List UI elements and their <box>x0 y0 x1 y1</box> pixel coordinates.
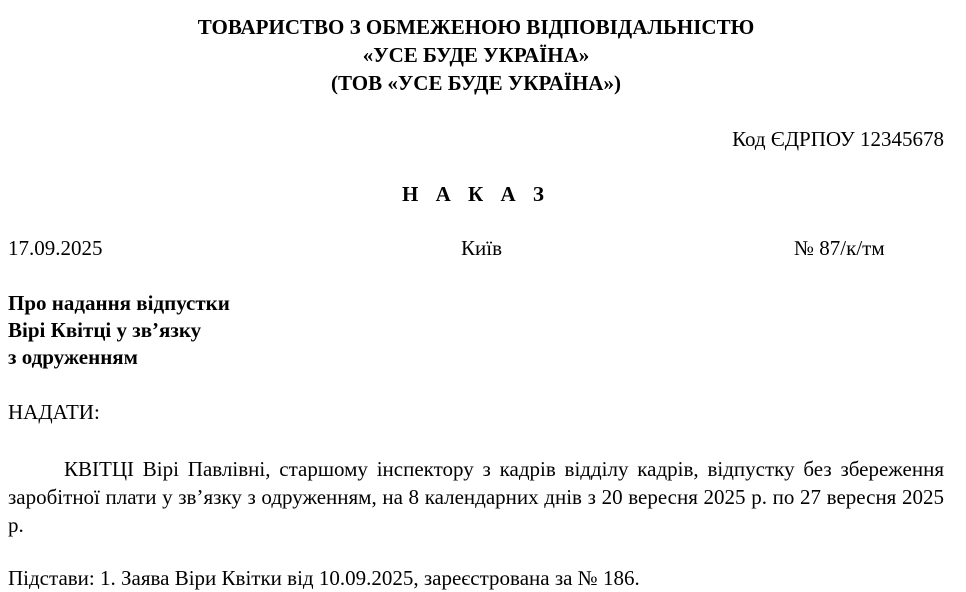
order-subject <box>8 290 230 371</box>
document-city: Київ <box>461 236 502 260</box>
organization-short-name: (ТОВ «УСЕ БУДЕ УКРАЇНА») <box>331 71 621 95</box>
subject-line2: Вірі Квітці у зв’язку <box>8 318 202 342</box>
document-date: 17.09.2025 <box>8 236 103 260</box>
document-title: Н А К А З <box>402 182 550 206</box>
order-body-paragraph: КВІТЦІ Вірі Павлівні, старшому інспектору з кадрів відділу кадрів, відпустку без збереження заробітної плати у зв’язку з одруженням, на 8 календарних днів з 20 вересня 2025 р. по 27 вересня 2025 р. <box>8 457 944 537</box>
document-meta-row <box>8 234 944 262</box>
order-document <box>8 0 944 592</box>
organization-name-line1: ТОВАРИСТВО З ОБМЕЖЕНОЮ ВІДПОВІДАЛЬНІСТЮ <box>197 15 755 39</box>
order-basis: Підстави: 1. Заява Віри Квітки від 10.09.2025, зареєстрована за № 186. <box>8 566 640 590</box>
organization-name-line2: «УСЕ БУДЕ УКРАЇНА» <box>362 43 590 67</box>
subject-line3: з одруженням <box>8 345 138 369</box>
directive-heading: НАДАТИ: <box>8 400 100 424</box>
registry-code: Код ЄДРПОУ 12345678 <box>732 127 944 151</box>
organization-header <box>8 13 944 97</box>
document-number: № 87/к/тм <box>794 236 885 260</box>
subject-line1: Про надання відпустки <box>8 291 230 315</box>
